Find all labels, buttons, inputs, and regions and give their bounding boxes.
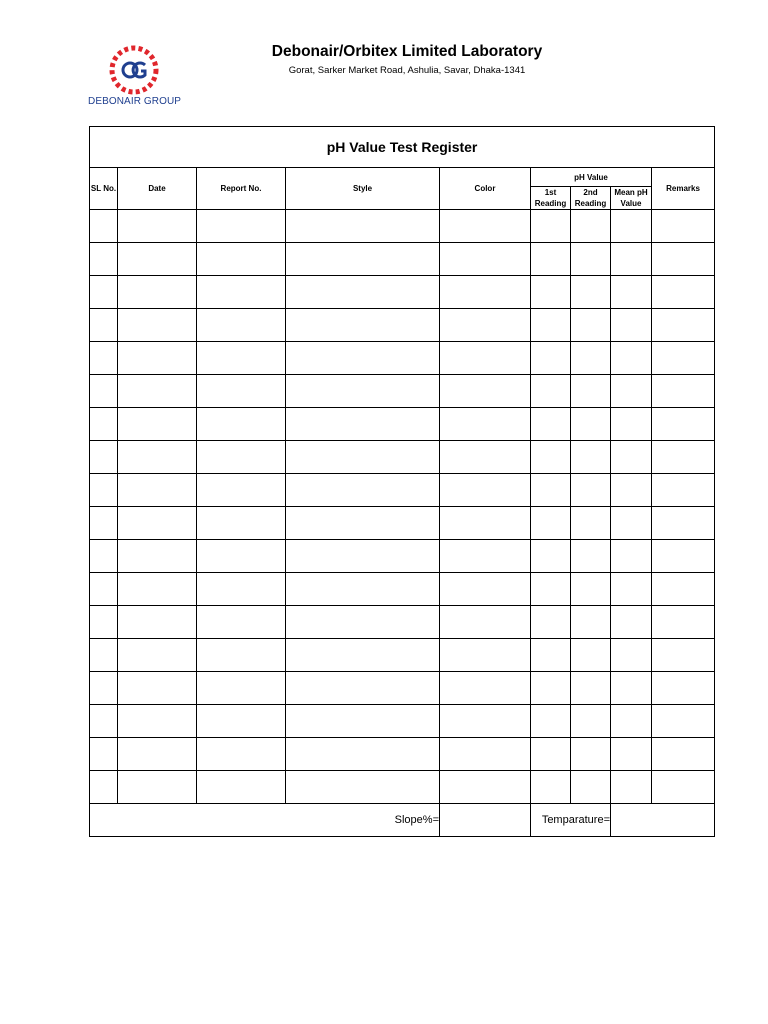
- cell-remarks[interactable]: [652, 639, 715, 672]
- cell-report-no[interactable]: [197, 309, 286, 342]
- cell-style[interactable]: [286, 573, 440, 606]
- cell-second-reading[interactable]: [571, 639, 611, 672]
- col-header-report-no: Report No.: [197, 168, 286, 210]
- table-row: [90, 309, 715, 342]
- cell-second-reading[interactable]: [571, 408, 611, 441]
- cell-first-reading[interactable]: [531, 639, 571, 672]
- cell-mean-ph[interactable]: [611, 540, 652, 573]
- cell-mean-ph[interactable]: [611, 606, 652, 639]
- cell-first-reading[interactable]: [531, 375, 571, 408]
- cell-style[interactable]: [286, 672, 440, 705]
- cell-sl-no[interactable]: [90, 342, 118, 375]
- cell-report-no[interactable]: [197, 474, 286, 507]
- cell-date[interactable]: [118, 738, 197, 771]
- cell-first-reading[interactable]: [531, 441, 571, 474]
- cell-remarks[interactable]: [652, 573, 715, 606]
- cell-sl-no[interactable]: [90, 507, 118, 540]
- cell-sl-no[interactable]: [90, 210, 118, 243]
- cell-second-reading[interactable]: [571, 243, 611, 276]
- cell-first-reading[interactable]: [531, 705, 571, 738]
- cell-style[interactable]: [286, 342, 440, 375]
- cell-date[interactable]: [118, 540, 197, 573]
- table-row: [90, 705, 715, 738]
- debonair-logo-mark-icon: [108, 44, 160, 96]
- cell-second-reading[interactable]: [571, 771, 611, 804]
- cell-remarks[interactable]: [652, 606, 715, 639]
- cell-mean-ph[interactable]: [611, 705, 652, 738]
- cell-color[interactable]: [440, 606, 531, 639]
- cell-mean-ph[interactable]: [611, 738, 652, 771]
- cell-style[interactable]: [286, 771, 440, 804]
- table-row: [90, 672, 715, 705]
- table-row: [90, 342, 715, 375]
- table-row: [90, 540, 715, 573]
- temperature-value-cell[interactable]: [611, 804, 715, 837]
- cell-sl-no[interactable]: [90, 573, 118, 606]
- cell-report-no[interactable]: [197, 441, 286, 474]
- cell-style[interactable]: [286, 210, 440, 243]
- cell-date[interactable]: [118, 606, 197, 639]
- cell-sl-no[interactable]: [90, 474, 118, 507]
- cell-color[interactable]: [440, 672, 531, 705]
- table-row: [90, 507, 715, 540]
- cell-second-reading[interactable]: [571, 507, 611, 540]
- cell-sl-no[interactable]: [90, 705, 118, 738]
- cell-date[interactable]: [118, 309, 197, 342]
- cell-second-reading[interactable]: [571, 540, 611, 573]
- cell-first-reading[interactable]: [531, 771, 571, 804]
- cell-style[interactable]: [286, 441, 440, 474]
- cell-second-reading[interactable]: [571, 474, 611, 507]
- temperature-label: Temparature=: [531, 804, 611, 837]
- cell-style[interactable]: [286, 408, 440, 441]
- cell-report-no[interactable]: [197, 573, 286, 606]
- cell-date[interactable]: [118, 507, 197, 540]
- cell-sl-no[interactable]: [90, 408, 118, 441]
- table-row: [90, 474, 715, 507]
- cell-style[interactable]: [286, 474, 440, 507]
- cell-color[interactable]: [440, 639, 531, 672]
- table-row: [90, 408, 715, 441]
- cell-remarks[interactable]: [652, 738, 715, 771]
- cell-mean-ph[interactable]: [611, 375, 652, 408]
- cell-remarks[interactable]: [652, 705, 715, 738]
- cell-report-no[interactable]: [197, 210, 286, 243]
- cell-report-no[interactable]: [197, 738, 286, 771]
- cell-date[interactable]: [118, 441, 197, 474]
- register-title: pH Value Test Register: [90, 127, 715, 168]
- cell-report-no[interactable]: [197, 771, 286, 804]
- cell-first-reading[interactable]: [531, 606, 571, 639]
- cell-first-reading[interactable]: [531, 408, 571, 441]
- cell-report-no[interactable]: [197, 243, 286, 276]
- cell-remarks[interactable]: [652, 375, 715, 408]
- cell-sl-no[interactable]: [90, 771, 118, 804]
- cell-sl-no[interactable]: [90, 540, 118, 573]
- cell-style[interactable]: [286, 375, 440, 408]
- cell-color[interactable]: [440, 705, 531, 738]
- table-row: [90, 606, 715, 639]
- cell-date[interactable]: [118, 639, 197, 672]
- cell-color[interactable]: [440, 375, 531, 408]
- cell-mean-ph[interactable]: [611, 507, 652, 540]
- cell-report-no[interactable]: [197, 639, 286, 672]
- cell-sl-no[interactable]: [90, 243, 118, 276]
- cell-mean-ph[interactable]: [611, 276, 652, 309]
- col-header-date: Date: [118, 168, 197, 210]
- cell-mean-ph[interactable]: [611, 210, 652, 243]
- cell-first-reading[interactable]: [531, 276, 571, 309]
- col-header-remarks: Remarks: [652, 168, 715, 210]
- table-row: [90, 276, 715, 309]
- cell-remarks[interactable]: [652, 276, 715, 309]
- table-row: [90, 573, 715, 606]
- cell-second-reading[interactable]: [571, 309, 611, 342]
- cell-mean-ph[interactable]: [611, 639, 652, 672]
- cell-first-reading[interactable]: [531, 243, 571, 276]
- cell-report-no[interactable]: [197, 705, 286, 738]
- cell-remarks[interactable]: [652, 540, 715, 573]
- cell-date[interactable]: [118, 474, 197, 507]
- cell-style[interactable]: [286, 606, 440, 639]
- cell-mean-ph[interactable]: [611, 309, 652, 342]
- cell-date[interactable]: [118, 210, 197, 243]
- cell-report-no[interactable]: [197, 408, 286, 441]
- col-header-color: Color: [440, 168, 531, 210]
- cell-sl-no[interactable]: [90, 738, 118, 771]
- cell-first-reading[interactable]: [531, 342, 571, 375]
- cell-sl-no[interactable]: [90, 441, 118, 474]
- cell-style[interactable]: [286, 705, 440, 738]
- cell-style[interactable]: [286, 738, 440, 771]
- cell-report-no[interactable]: [197, 276, 286, 309]
- col-header-second-reading: 2nd Reading: [571, 187, 611, 210]
- cell-remarks[interactable]: [652, 309, 715, 342]
- slope-value-cell[interactable]: [440, 804, 531, 837]
- cell-date[interactable]: [118, 672, 197, 705]
- logo-text: DEBONAIR GROUP: [88, 96, 182, 107]
- cell-second-reading[interactable]: [571, 672, 611, 705]
- table-row: [90, 210, 715, 243]
- cell-sl-no[interactable]: [90, 606, 118, 639]
- cell-style[interactable]: [286, 540, 440, 573]
- cell-second-reading[interactable]: [571, 342, 611, 375]
- cell-remarks[interactable]: [652, 210, 715, 243]
- cell-mean-ph[interactable]: [611, 771, 652, 804]
- company-name: Debonair/Orbitex Limited Laboratory: [271, 43, 543, 60]
- cell-remarks[interactable]: [652, 408, 715, 441]
- cell-second-reading[interactable]: [571, 606, 611, 639]
- cell-date[interactable]: [118, 573, 197, 606]
- col-header-first-reading: 1st Reading: [531, 187, 571, 210]
- cell-date[interactable]: [118, 771, 197, 804]
- cell-remarks[interactable]: [652, 771, 715, 804]
- cell-color[interactable]: [440, 573, 531, 606]
- cell-mean-ph[interactable]: [611, 474, 652, 507]
- cell-mean-ph[interactable]: [611, 672, 652, 705]
- cell-second-reading[interactable]: [571, 441, 611, 474]
- cell-style[interactable]: [286, 309, 440, 342]
- cell-sl-no[interactable]: [90, 375, 118, 408]
- slope-label: Slope%=: [90, 804, 440, 837]
- cell-mean-ph[interactable]: [611, 342, 652, 375]
- cell-first-reading[interactable]: [531, 573, 571, 606]
- cell-color[interactable]: [440, 441, 531, 474]
- cell-color[interactable]: [440, 243, 531, 276]
- cell-report-no[interactable]: [197, 672, 286, 705]
- cell-mean-ph[interactable]: [611, 408, 652, 441]
- cell-date[interactable]: [118, 375, 197, 408]
- cell-second-reading[interactable]: [571, 210, 611, 243]
- cell-report-no[interactable]: [197, 606, 286, 639]
- cell-date[interactable]: [118, 342, 197, 375]
- cell-style[interactable]: [286, 276, 440, 309]
- cell-first-reading[interactable]: [531, 507, 571, 540]
- cell-first-reading[interactable]: [531, 474, 571, 507]
- cell-second-reading[interactable]: [571, 705, 611, 738]
- cell-remarks[interactable]: [652, 507, 715, 540]
- cell-mean-ph[interactable]: [611, 573, 652, 606]
- cell-remarks[interactable]: [652, 441, 715, 474]
- cell-color[interactable]: [440, 408, 531, 441]
- col-header-sl-no: SL No.: [90, 168, 118, 210]
- cell-color[interactable]: [440, 210, 531, 243]
- cell-color[interactable]: [440, 474, 531, 507]
- cell-first-reading[interactable]: [531, 540, 571, 573]
- cell-color[interactable]: [440, 540, 531, 573]
- ph-register-table: [89, 126, 715, 837]
- cell-first-reading[interactable]: [531, 309, 571, 342]
- cell-style[interactable]: [286, 507, 440, 540]
- table-row: [90, 771, 715, 804]
- cell-report-no[interactable]: [197, 507, 286, 540]
- cell-second-reading[interactable]: [571, 276, 611, 309]
- company-address: Gorat, Sarker Market Road, Ashulia, Savar, Dhaka-1341: [288, 65, 526, 76]
- cell-second-reading[interactable]: [571, 375, 611, 408]
- cell-date[interactable]: [118, 408, 197, 441]
- col-header-mean-ph: Mean pH Value: [611, 187, 652, 210]
- col-header-ph-value: pH Value: [531, 168, 652, 187]
- cell-sl-no[interactable]: [90, 639, 118, 672]
- cell-style[interactable]: [286, 639, 440, 672]
- cell-first-reading[interactable]: [531, 210, 571, 243]
- cell-mean-ph[interactable]: [611, 243, 652, 276]
- cell-second-reading[interactable]: [571, 573, 611, 606]
- register-rows: [90, 210, 715, 804]
- cell-color[interactable]: [440, 738, 531, 771]
- company-logo: [88, 44, 180, 110]
- col-header-style: Style: [286, 168, 440, 210]
- cell-date[interactable]: [118, 243, 197, 276]
- cell-sl-no[interactable]: [90, 276, 118, 309]
- table-row: [90, 243, 715, 276]
- cell-report-no[interactable]: [197, 375, 286, 408]
- table-row: [90, 738, 715, 771]
- cell-remarks[interactable]: [652, 342, 715, 375]
- cell-color[interactable]: [440, 507, 531, 540]
- cell-style[interactable]: [286, 243, 440, 276]
- cell-color[interactable]: [440, 771, 531, 804]
- cell-date[interactable]: [118, 276, 197, 309]
- cell-report-no[interactable]: [197, 540, 286, 573]
- cell-sl-no[interactable]: [90, 672, 118, 705]
- cell-first-reading[interactable]: [531, 672, 571, 705]
- cell-sl-no[interactable]: [90, 309, 118, 342]
- cell-color[interactable]: [440, 309, 531, 342]
- table-row: [90, 639, 715, 672]
- table-row: [90, 375, 715, 408]
- cell-color[interactable]: [440, 276, 531, 309]
- cell-date[interactable]: [118, 705, 197, 738]
- cell-mean-ph[interactable]: [611, 441, 652, 474]
- cell-color[interactable]: [440, 342, 531, 375]
- table-row: [90, 441, 715, 474]
- cell-first-reading[interactable]: [531, 738, 571, 771]
- cell-report-no[interactable]: [197, 342, 286, 375]
- cell-second-reading[interactable]: [571, 738, 611, 771]
- cell-remarks[interactable]: [652, 672, 715, 705]
- cell-remarks[interactable]: [652, 474, 715, 507]
- cell-remarks[interactable]: [652, 243, 715, 276]
